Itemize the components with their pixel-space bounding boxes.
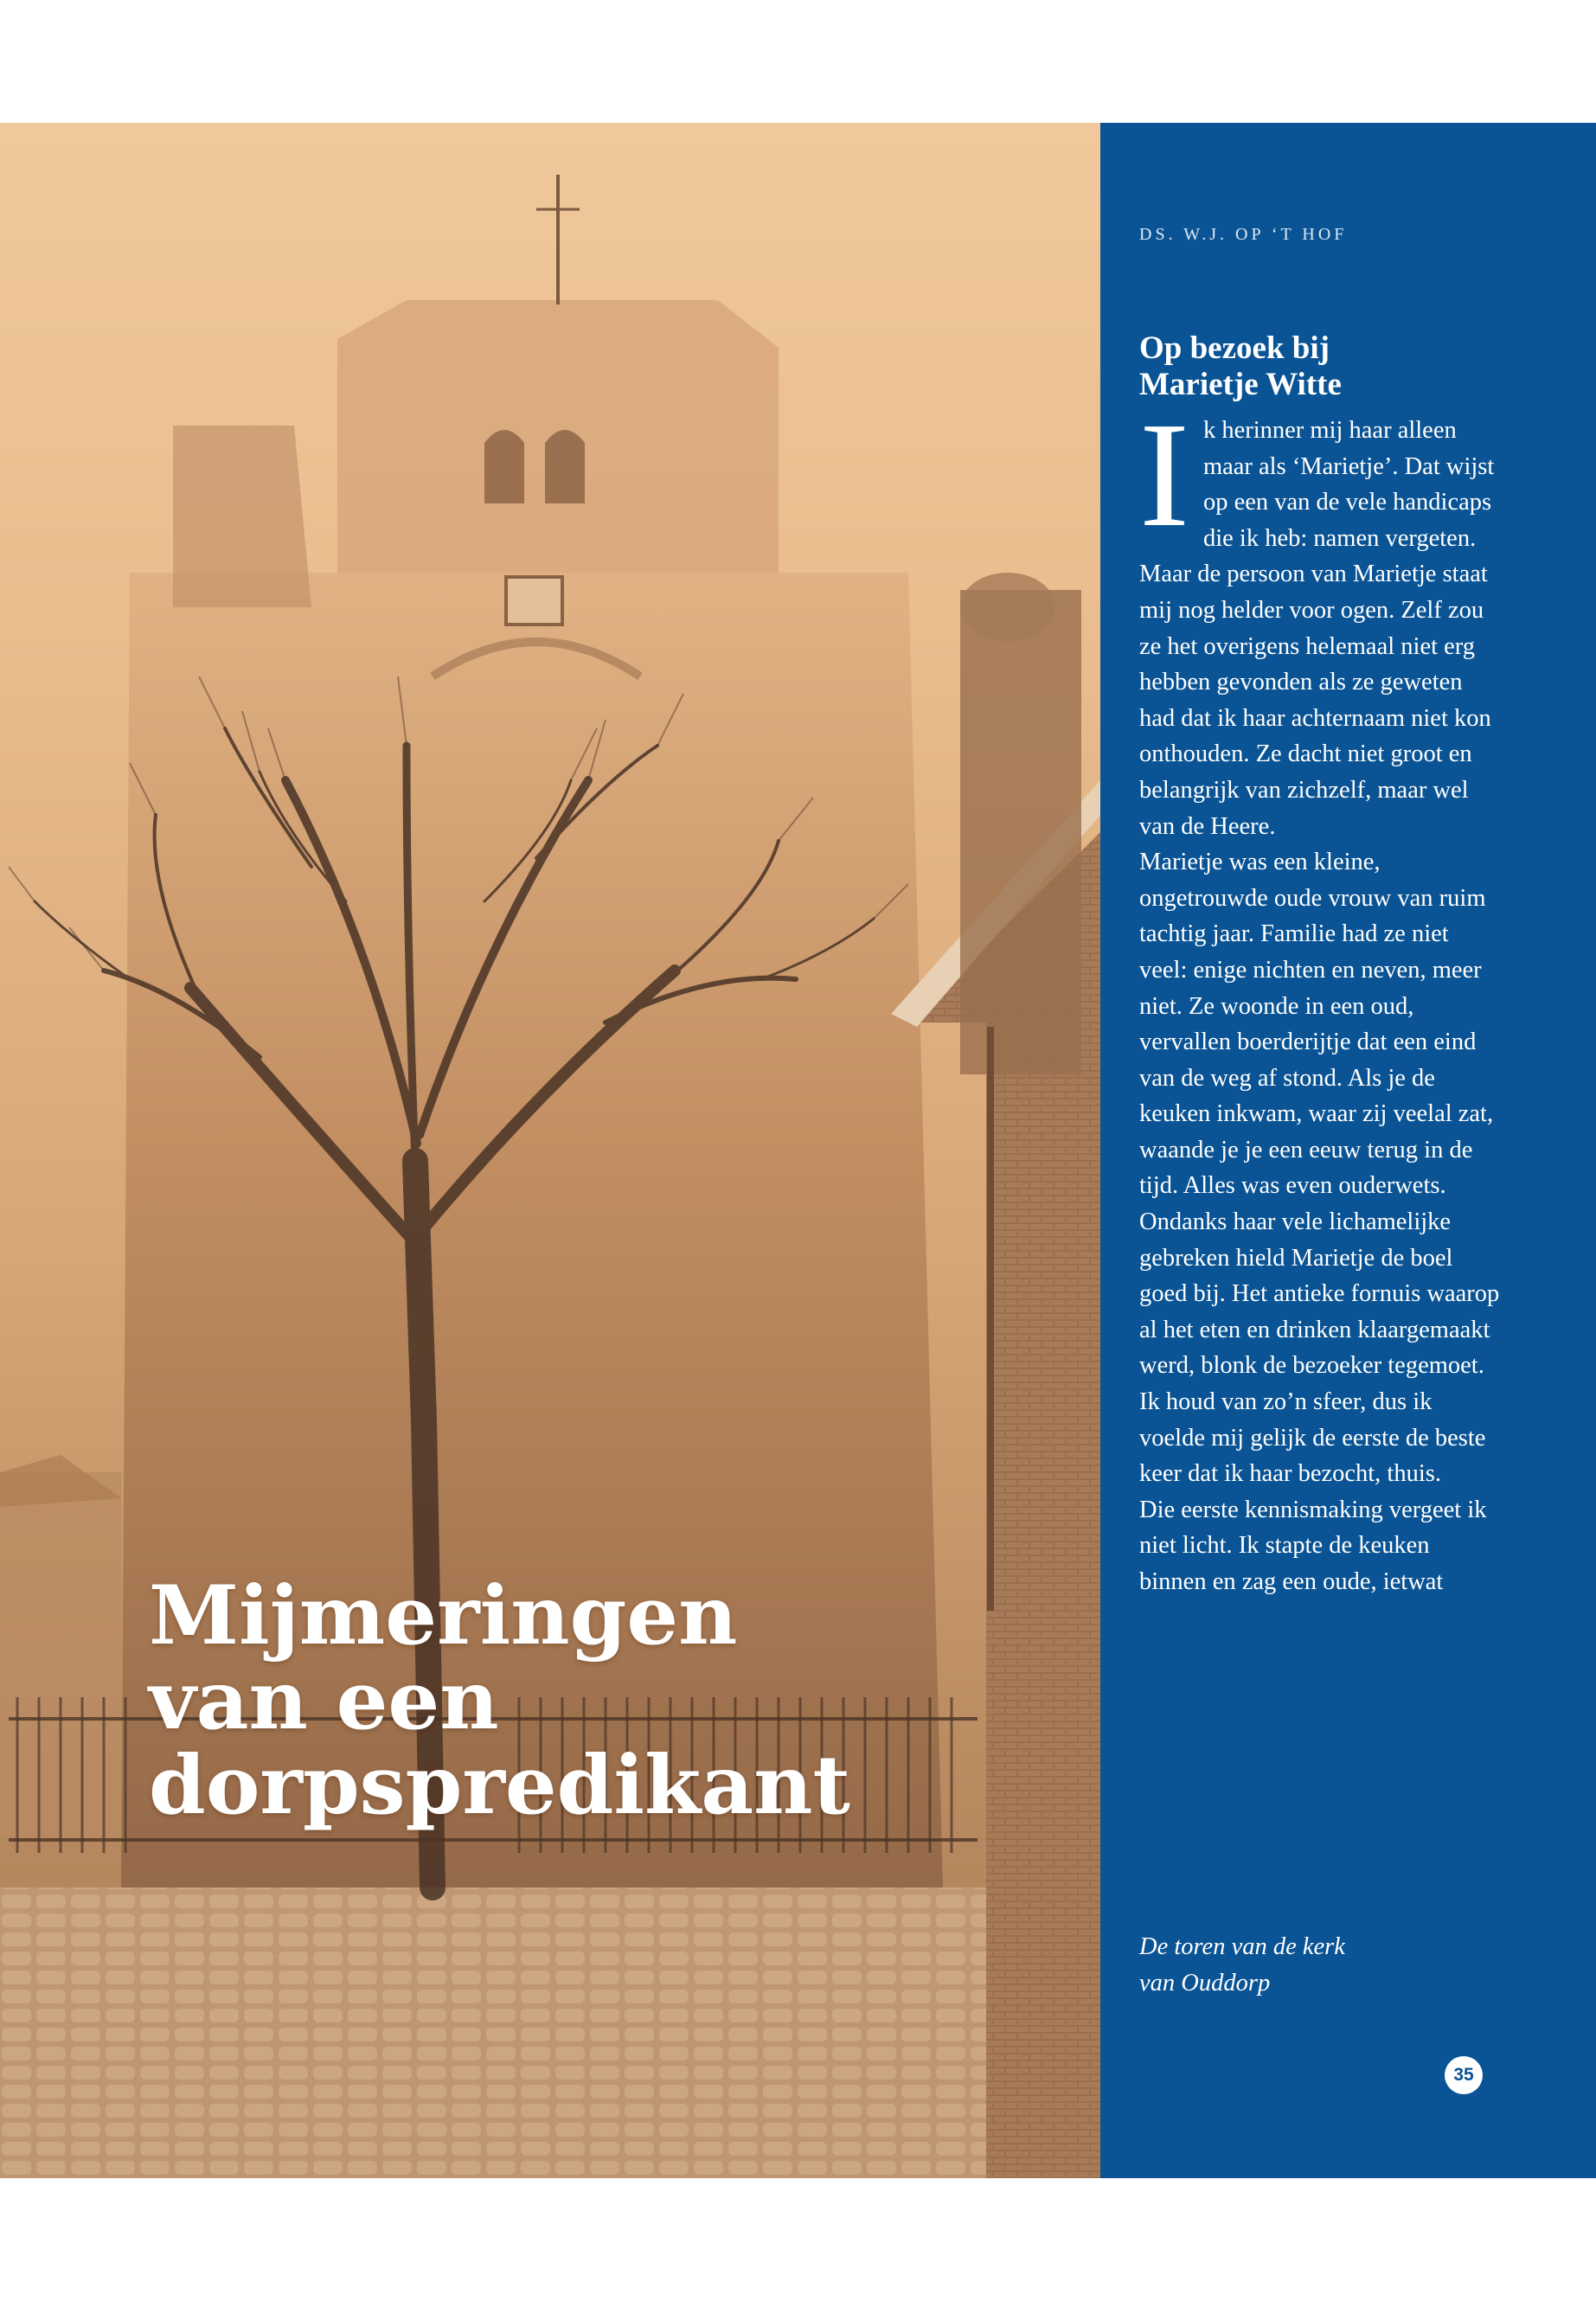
drop-cap: I (1139, 391, 1189, 558)
caption-line-1: De toren van de kerk (1139, 1933, 1345, 1960)
title-line-2: van een (149, 1653, 499, 1748)
article-title (149, 1568, 850, 1833)
headline-line-1: Op bezoek bij (1139, 330, 1330, 366)
title-line-1: Mijmeringen (149, 1568, 738, 1663)
article-body (1139, 391, 1503, 1600)
page-number-badge: 35 (1445, 2056, 1483, 2094)
church-tower-illustration (0, 123, 1100, 2178)
magazine-page (0, 123, 1596, 2178)
headline-line-2: Marietje Witte (1139, 367, 1342, 402)
article-headline (1139, 330, 1503, 403)
body-paragraph-3: Die eerste kennismaking vergeet ik niet licht. Ik stapte de keuken binnen en zag een oude, ietwat (1139, 1496, 1487, 1595)
article-column (1100, 123, 1596, 2178)
church-tower-photo (0, 123, 1100, 2178)
body-paragraph-2: Marietje was een kleine, ongetrouwde oude vrouw van ruim tachtig jaar. Familie had ze niet veel: enige nichten en neven, meer niet. Ze woonde in een oud, vervallen boerderijtje dat een eind van de weg af stond. Als je de keuken inkwam, waar zij veelal zat, waande je je een eeuw terug in de tijd. Alles was even ouderwets. Ondanks haar vele lichamelijke gebreken hield Marietje de boel goed bij. Het antieke fornuis waarop al het eten en drinken klaargemaakt werd, blonk de bezoeker tegemoet. Ik houd van zo’n sfeer, dus ik voelde mij gelijk de eerste de beste keer dat ik haar bezocht, thuis. (1139, 849, 1500, 1488)
photo-caption (1139, 1929, 1503, 2001)
author-byline: DS. W.J. OP ‘T HOF (1139, 225, 1348, 244)
caption-line-2: van Ouddorp (1139, 1969, 1271, 1997)
title-line-3: dorpspredikant (149, 1738, 850, 1833)
body-paragraph-1: k herinner mij haar alleen maar als ‘Marietje’. Dat wijst op een van de vele handicaps die ik heb: namen vergeten. Maar de persoon van Marietje staat mij nog helder voor ogen. Zelf zou ze het overigens helemaal niet erg hebben gevonden als ze geweten had dat ik haar achternaam niet kon onthouden. Ze dacht niet groot en belangrijk van zichzelf, maar wel van de Heere. (1139, 417, 1495, 840)
